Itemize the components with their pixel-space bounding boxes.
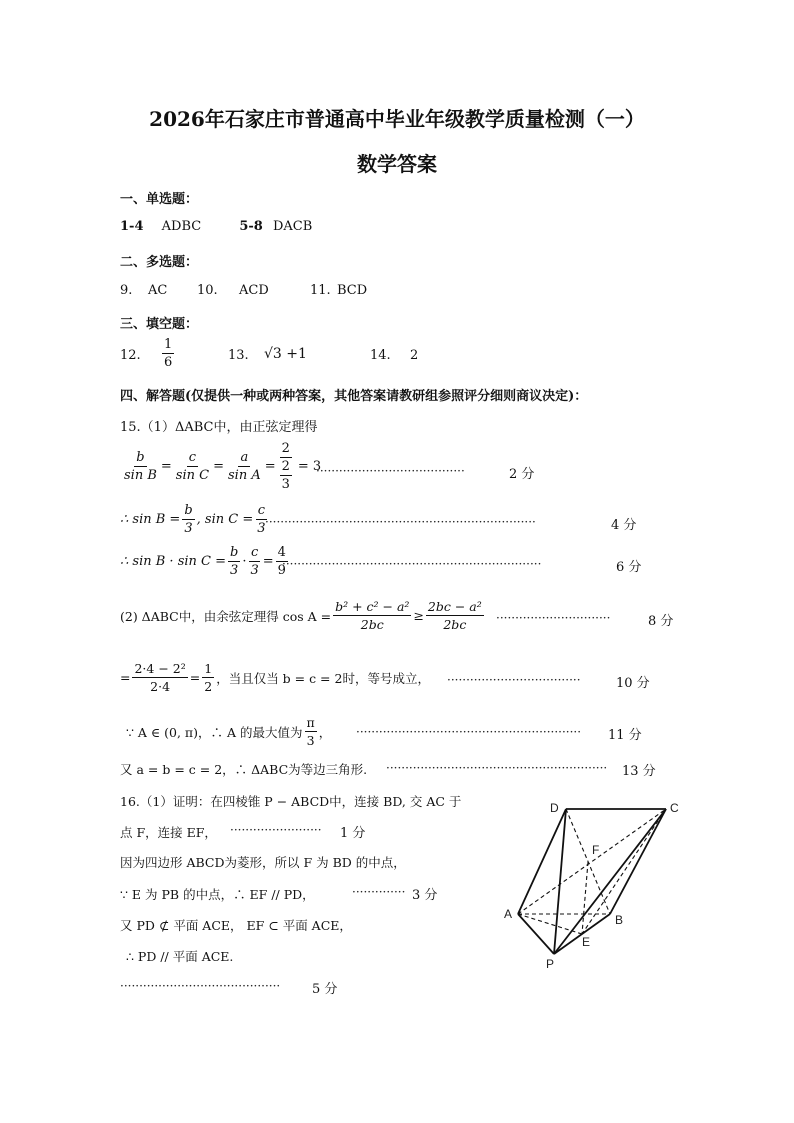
eq-a: a — [240, 450, 249, 465]
range-5-8-label: 5-8 — [239, 219, 263, 234]
p16-line4: ∵ E 为 PB 的中点，∴ EF // PD， — [120, 887, 315, 902]
eq-sinB: sin B — [124, 468, 157, 483]
p15-line1: 15.（1）ΔABC中，由正弦定理得 — [120, 420, 318, 435]
q12-numerator: 1 — [164, 337, 173, 352]
p15-score5: 10 分 — [616, 676, 650, 691]
l6-den1: 2·4 — [150, 679, 171, 694]
eq-2-inner: 2 — [281, 459, 290, 474]
l7-pi: π — [306, 715, 315, 730]
label-B: B — [615, 913, 624, 927]
p15-dots4: ······························ — [496, 611, 611, 625]
l3-3a: 3 — [184, 521, 193, 536]
p15-line7 — [126, 714, 331, 749]
l3-mid: , sin C = — [196, 512, 254, 527]
l5-den1: 2bc — [360, 617, 384, 632]
eq-sinA: sin A — [227, 468, 261, 483]
l4-pre: ∴ sin B · sin C = — [120, 554, 226, 569]
p15-dots2: ······································································· — [265, 515, 536, 529]
p15-score6: 11 分 — [608, 728, 642, 743]
label-C: C — [670, 801, 679, 815]
p15-dots5: ··································· — [447, 673, 581, 687]
l4-b: b — [230, 545, 239, 560]
l5-pre: (2) ΔABC中，由余弦定理得 cos A = — [120, 608, 332, 624]
single-choice-answers — [120, 219, 312, 234]
l4-3b: 3 — [250, 563, 259, 578]
label-E: E — [582, 935, 591, 949]
l6-text: ，当且仅当 b = c = 2时，等号成立， — [216, 670, 430, 686]
q12-label: 12. — [120, 348, 141, 363]
p16-line1: 16.（1）证明：在四棱锥 P − ABCD中，连接 BD, 交 AC 于 — [120, 794, 462, 809]
l3-b: b — [184, 503, 193, 518]
section-single-choice-heading: 一、单选题： — [120, 192, 199, 207]
p16-score1: 1 分 — [340, 826, 366, 841]
label-P: P — [546, 957, 555, 971]
eq-3-inner: 3 — [281, 477, 290, 492]
eq-2-top: 2 — [281, 441, 290, 456]
q11-answer: BCD — [337, 283, 368, 298]
p15-line3 — [120, 502, 270, 537]
l6-num1: 2·4 − 2² — [134, 661, 186, 676]
p15-dots1: ······································· — [316, 464, 465, 478]
label-A: A — [504, 907, 513, 921]
q13-answer: √3 +1 — [264, 346, 307, 362]
p16-score2: 3 分 — [412, 888, 438, 903]
p16-dots2: ·············· — [352, 885, 406, 899]
p15-score4: 8 分 — [648, 614, 674, 629]
q9-answer: AC — [148, 283, 168, 298]
q10-answer: ACD — [239, 283, 269, 298]
p16-line3: 因为四边形 ABCD为菱形，所以 F 为 BD 的中点， — [120, 855, 406, 870]
p15-sine-law-equation: $\frac{b}{\text{sin B}}$ = $\frac{c}{\text{sin C}}$ = $\frac{a}{\text{sin A}}$ = $\frac{2}{\frac{2}{3}}$ = 3 — [124, 441, 322, 492]
document-subtitle: 数学答案 — [357, 152, 437, 176]
p16-dots1: ························ — [230, 823, 322, 837]
eq-b: b — [136, 450, 145, 465]
range-1-4-label: 1-4 — [120, 219, 144, 234]
label-D: D — [550, 801, 559, 815]
p15-dots7: ·························································· — [386, 761, 608, 775]
q11-label: 11. — [310, 283, 331, 298]
l7-pre: ∵ A ∈ (0, π)，∴ A 的最大值为 — [126, 724, 303, 740]
p15-score1: 2 分 — [509, 467, 535, 482]
l7-3: 3 — [306, 733, 315, 748]
section-solutions-heading: 四、解答题(仅提供一种或两种答案，其他答案请教研组参照评分细则商议决定)： — [120, 389, 588, 404]
pyramid-figure — [498, 796, 698, 976]
p16-line5: 又 PD ⊄ 平面 ACE， EF ⊂ 平面 ACE， — [120, 918, 352, 933]
l5-num1: b² + c² − a² — [335, 599, 410, 614]
p16-dots3: ·········································· — [120, 979, 281, 993]
range-1-4-answer: ADBC — [161, 219, 202, 234]
document-title: 2026年石家庄市普通高中毕业年级教学质量检测（一） — [149, 107, 645, 131]
l4-4: 4 — [277, 545, 286, 560]
q9-label: 9. — [120, 283, 133, 298]
l4-c: c — [250, 545, 259, 560]
p16-line6: ∴ PD // 平面 ACE. — [126, 949, 234, 964]
p15-score7: 13 分 — [622, 764, 656, 779]
p15-line8: 又 a = b = c = 2，∴ ΔABC为等边三角形. — [120, 762, 368, 777]
p15-score3: 6 分 — [616, 560, 642, 575]
l5-num2: 2bc − a² — [427, 599, 482, 614]
eq-result: = 3 — [297, 459, 322, 474]
p16-line2: 点 F，连接 EF， — [120, 825, 217, 840]
l3-pre: ∴ sin B = — [120, 512, 181, 527]
l4-3a: 3 — [230, 563, 239, 578]
l4-9: 9 — [277, 563, 286, 578]
p15-line6: = $\frac{\text{2·4 − 2²}}{2\cdot 4}$ = $\frac{1}{2}$ ，当且仅当 b = c = 2时，等号成立， — [120, 661, 430, 694]
label-F: F — [592, 843, 600, 857]
q12-answer — [160, 336, 176, 371]
l5-ge: ≥ — [413, 608, 424, 623]
section-fill-in-heading: 三、填空题： — [120, 317, 199, 332]
q12-denominator: 6 — [164, 355, 173, 370]
l5-den2: 2bc — [443, 617, 467, 632]
l6-num2: 1 — [204, 661, 213, 676]
l7-post: ， — [318, 724, 332, 740]
q13-label: 13. — [228, 348, 249, 363]
q14-label: 14. — [370, 348, 391, 363]
eq-sinC: sin C — [175, 468, 210, 483]
eq-c: c — [188, 450, 197, 465]
p15-dots6: ··························································· — [356, 725, 582, 739]
p15-score2: 4 分 — [611, 518, 637, 533]
p15-line4: ∴ sin B · sin C = $\frac{b}{3}$ · $\frac{c}{3}$ = $\frac{4}{9}$ — [120, 545, 286, 578]
section-multi-choice-heading: 二、多选题： — [120, 255, 199, 270]
l3-c: c — [257, 503, 266, 518]
range-5-8-answer: DACB — [272, 219, 313, 234]
p16-score3: 5 分 — [312, 982, 338, 997]
p15-dots3: ···································································· — [282, 557, 542, 571]
q14-answer: 2 — [410, 348, 419, 363]
l6-den2: 2 — [204, 679, 213, 694]
p15-line5 — [120, 598, 486, 633]
q10-label: 10. — [197, 283, 218, 298]
l3-3b: 3 — [257, 521, 266, 536]
